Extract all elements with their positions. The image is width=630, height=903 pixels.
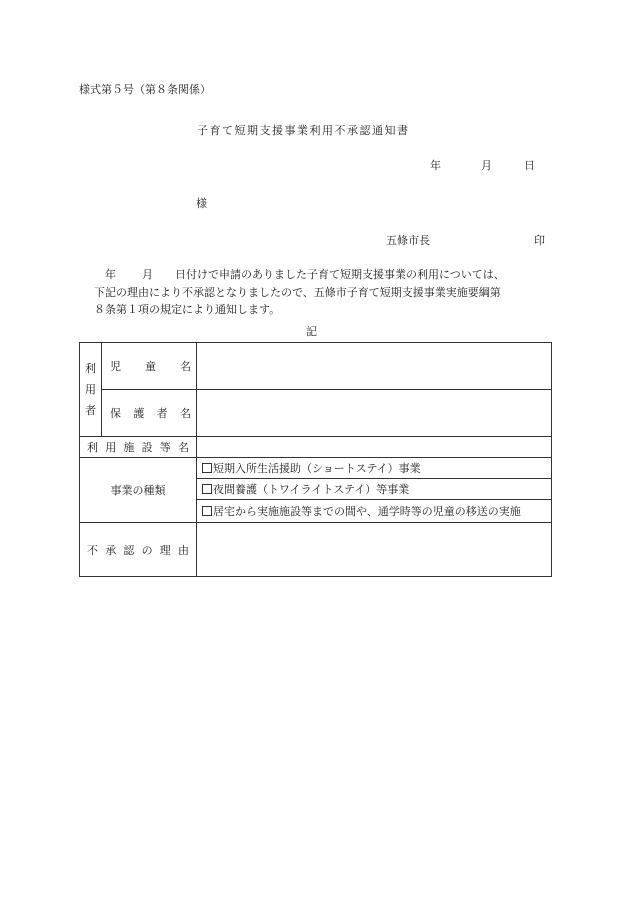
facility-name-field[interactable] bbox=[197, 437, 552, 458]
child-name-field[interactable] bbox=[197, 343, 552, 390]
date-month-label: 月 bbox=[481, 159, 492, 172]
guardian-name-field[interactable] bbox=[197, 390, 552, 437]
date-year-label: 年 bbox=[430, 159, 441, 172]
document-title: 子育て短期支援事業利用不承認通知書 bbox=[197, 124, 410, 137]
body-line-2: 下記の理由により不承認となりましたので、五條市子育て短期支援事業実施要綱第 bbox=[94, 286, 501, 299]
form-number: 様式第５号（第８条関係） bbox=[79, 83, 211, 96]
service-type-label: 事業の種類 bbox=[80, 458, 197, 523]
checkbox-icon[interactable] bbox=[202, 484, 212, 494]
reason-label: 不 承 認 の 理 由 bbox=[80, 523, 197, 577]
child-name-label: 児 童 名 bbox=[102, 343, 197, 390]
body-line-1-text: 日付けで申請のありました子育て短期支援事業の利用については、 bbox=[175, 268, 505, 281]
body-line-1 bbox=[105, 266, 505, 282]
service-option-transport[interactable]: 居宅から実施施設等までの間や、通学時等の児童の移送の実施 bbox=[197, 500, 552, 523]
user-group-label: 利 用 者 bbox=[80, 343, 102, 437]
seal-mark: 印 bbox=[534, 234, 545, 247]
guardian-name-label: 保 護 者 名 bbox=[102, 390, 197, 437]
checkbox-icon[interactable] bbox=[202, 506, 212, 516]
issuer-name: 五條市長 bbox=[386, 234, 430, 247]
date-day-label: 日 bbox=[524, 159, 535, 172]
body-line-3: ８条第１項の規定により通知します。 bbox=[94, 303, 281, 316]
facility-name-label: 利 用 施 設 等 名 bbox=[80, 437, 197, 458]
body-year-label: 年 bbox=[105, 268, 116, 281]
notice-table bbox=[79, 342, 552, 577]
service-option-twilight[interactable]: 夜間養護（トワイライトステイ）等事業 bbox=[197, 479, 552, 500]
addressee-suffix: 様 bbox=[196, 197, 207, 210]
reason-field[interactable] bbox=[197, 523, 552, 577]
service-option-shortstay[interactable]: 短期入所生活援助（ショートステイ）事業 bbox=[197, 458, 552, 479]
ki-heading: 記 bbox=[306, 325, 317, 338]
checkbox-icon[interactable] bbox=[202, 463, 212, 473]
body-month-label: 月 bbox=[142, 268, 153, 281]
